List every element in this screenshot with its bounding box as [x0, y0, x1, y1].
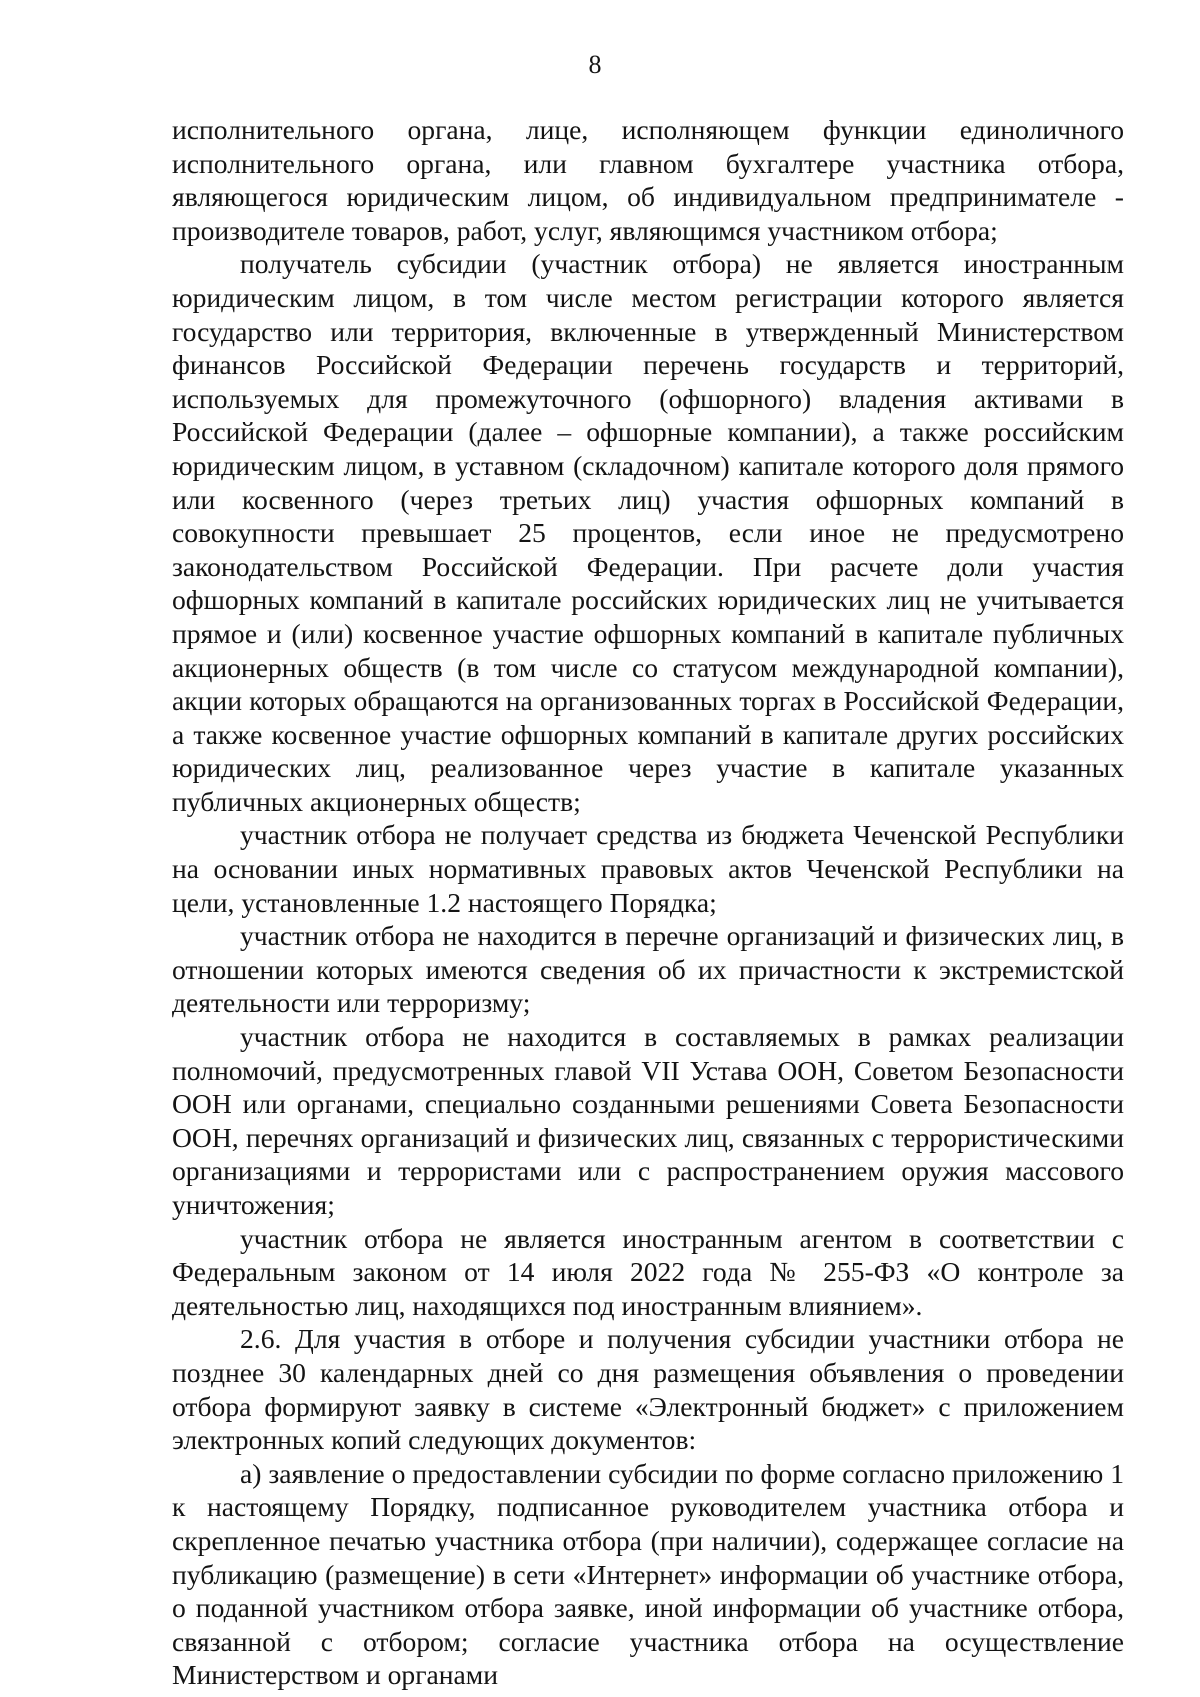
page-number: 8 — [588, 50, 602, 79]
paragraph-2: получатель субсидии (участник отбора) не является иностранным юридическим лицом, в том числе местом регистрации которого является государство или территория, включенные в утвержденный Министерством финансов Российской Федерации перечень государств и территорий, используемых для промежуточного (офшорного) владения активами в Российской Федерации (далее – офшорные компании), а также российским юридическим лицом, в уставном (складочном) капитале которого доля прямого или косвенного (через третьих лиц) участия офшорных компаний в совокупности превышает 25 процентов, если иное не предусмотрено законодательством Российской Федерации. При расчете доли участия офшорных компаний в капитале российских юридических лиц не учитывается прямое и (или) косвенное участие офшорных компаний в капитале публичных акционерных обществ (в том числе со статусом международной компании), акции которых обращаются на организованных торгах в Российской Федерации, а также косвенное участие офшорных компаний в капитале других российских юридических лиц, реализованное через участие в капитале указанных публичных акционерных обществ; — [172, 248, 1124, 817]
paragraph-6: участник отбора не является иностранным агентом в соответствии с Федеральным законом от 14 июля 2022 года № 255-ФЗ «О контроле за деятельностью лиц, находящихся под иностранным влиянием». — [172, 1222, 1124, 1321]
paragraph-1: исполнительного органа, лице, исполняющем функции единоличного исполнительного органа, или главном бухгалтере участника отбора, являющегося юридическим лицом, об индивидуальном предпринимателе - производителе товаров, работ, услуг, являющимся участником отбора; — [172, 114, 1124, 246]
paragraph-5: участник отбора не находится в составляемых в рамках реализации полномочий, предусмотренных главой VII Устава ООН, Советом Безопасности ООН или органами, специально созданными решениями Совета Безопасности ООН, перечнях организаций и физических лиц, связанных с террористическими организациями и террористами или с распространением оружия массового уничтожения; — [172, 1021, 1124, 1220]
paragraph-3: участник отбора не получает средства из бюджета Чеченской Республики на основании иных нормативных правовых актов Чеченской Республики на цели, установленные 1.2 настоящего Порядка; — [172, 819, 1124, 918]
document-body — [172, 113, 1124, 1692]
paragraph-8: а) заявление о предоставлении субсидии по форме согласно приложению 1 к настоящему Порядку, подписанное руководителем участника отбора и скрепленное печатью участника отбора (при наличии), содержащее согласие на публикацию (размещение) в сети «Интернет» информации об участнике отбора, о поданной участником отбора заявке, иной информации об участнике отбора, связанной с отбором; согласие участника отбора на осуществление Министерством и органами — [172, 1457, 1124, 1691]
paragraph-4: участник отбора не находится в перечне организаций и физических лиц, в отношении которых имеются сведения об их причастности к экстремистской деятельности или терроризму; — [172, 920, 1124, 1019]
paragraph-7: 2.6. Для участия в отборе и получения субсидии участники отбора не позднее 30 календарных дней со дня размещения объявления о проведении отбора формируют заявку в системе «Электронный бюджет» с приложением электронных копий следующих документов: — [172, 1323, 1124, 1456]
